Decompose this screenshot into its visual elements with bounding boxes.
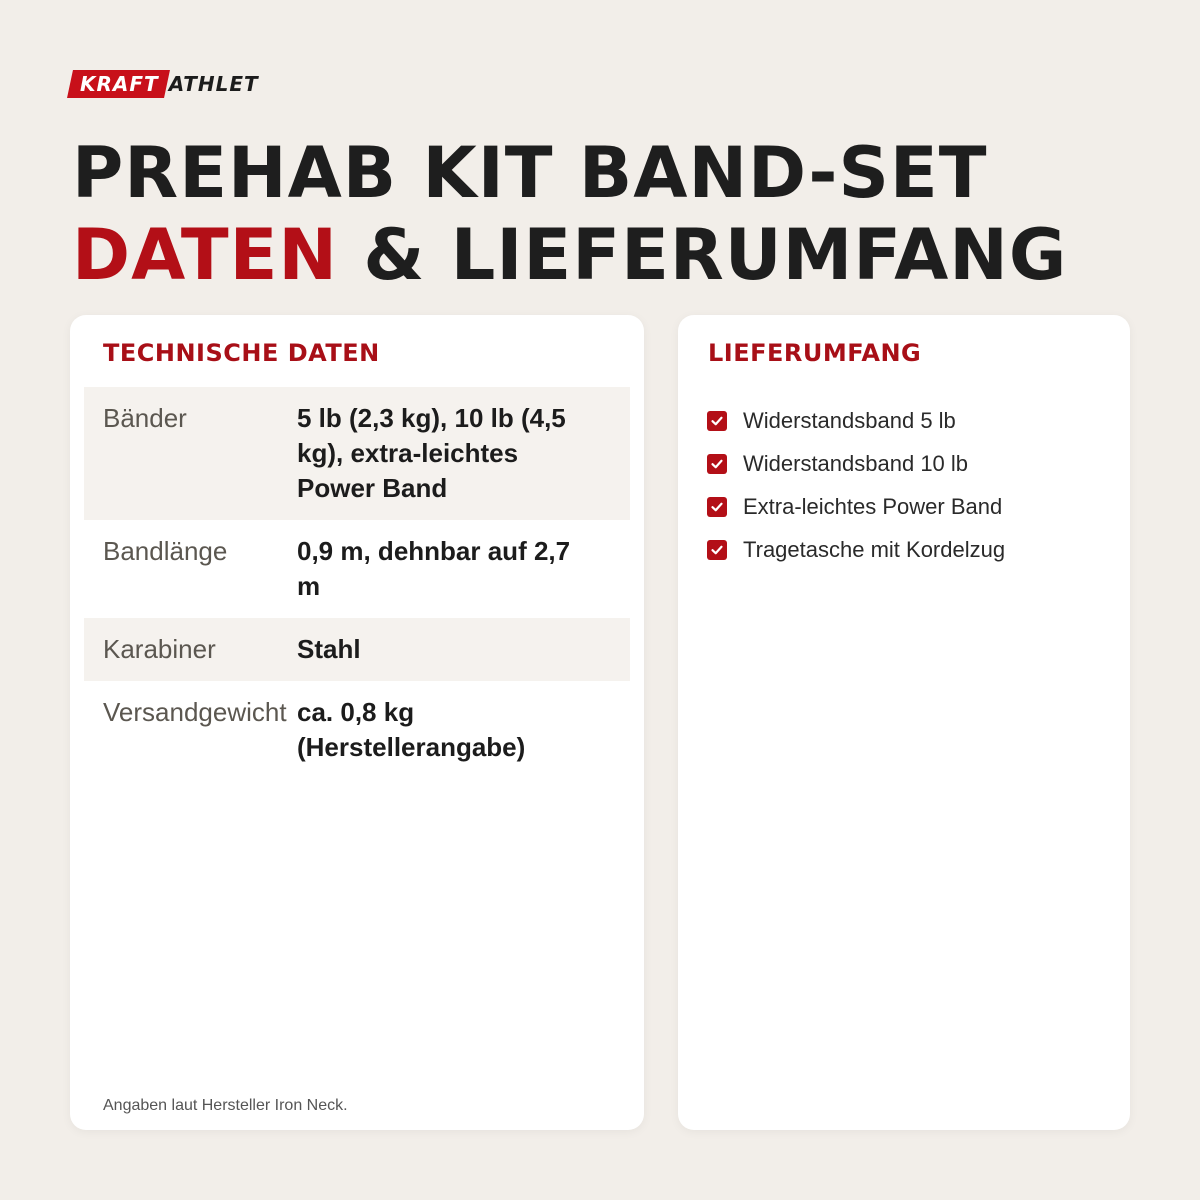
- page-title-line2: & LIEFERUMFANG: [338, 214, 1068, 296]
- spec-value: ca. 0,8 kg (Herstellerangabe): [297, 697, 526, 762]
- list-item-label: Extra-leichtes Power Band: [743, 493, 1003, 519]
- list-item-label: Widerstandsband 10 lb: [743, 450, 969, 476]
- spec-value: 5 lb (2,3 kg), 10 lb (4,5 kg), extra-leichtes Power Band: [297, 403, 566, 503]
- list-item-label: Tragetasche mit Kordelzug: [743, 536, 1006, 562]
- list-item: [707, 399, 1005, 442]
- spec-row-karabiner: [84, 618, 630, 681]
- tech-specs-title: TECHNISCHE DATEN: [103, 339, 380, 367]
- delivery-title: LIEFERUMFANG: [708, 339, 922, 367]
- checkbox-checked-icon: [707, 540, 727, 560]
- spec-row-bandlaenge: [84, 520, 630, 618]
- list-item: [707, 442, 1005, 485]
- checkbox-checked-icon: [707, 454, 727, 474]
- spec-label: Bänder: [103, 403, 187, 433]
- list-item-label: Widerstandsband 5 lb: [743, 407, 956, 433]
- checkbox-checked-icon: [707, 497, 727, 517]
- spec-row-versandgewicht: [84, 681, 630, 779]
- list-item: [707, 485, 1005, 528]
- brand-logo-athlet: ATHLET: [168, 72, 259, 96]
- checkbox-checked-icon: [707, 411, 727, 431]
- page-title-line1: PREHAB KIT BAND-SET: [72, 132, 988, 214]
- spec-value: Stahl: [297, 634, 361, 664]
- tech-specs-card: [70, 315, 644, 1130]
- list-item: [707, 528, 1005, 571]
- page-title: [72, 132, 1132, 296]
- brand-logo: [70, 70, 259, 98]
- footnote: Angaben laut Hersteller Iron Neck.: [103, 1097, 348, 1114]
- delivery-card: [678, 315, 1130, 1130]
- brand-logo-kraft: KRAFT: [67, 70, 170, 98]
- spec-table: [84, 387, 630, 779]
- spec-label: Bandlänge: [103, 536, 228, 566]
- spec-label: Versandgewicht: [103, 697, 287, 727]
- delivery-list: [707, 399, 1005, 571]
- spec-label: Karabiner: [103, 634, 216, 664]
- page-title-accent: DATEN: [72, 214, 338, 296]
- spec-row-baender: [84, 387, 630, 520]
- spec-value: 0,9 m, dehnbar auf 2,7 m: [297, 536, 571, 601]
